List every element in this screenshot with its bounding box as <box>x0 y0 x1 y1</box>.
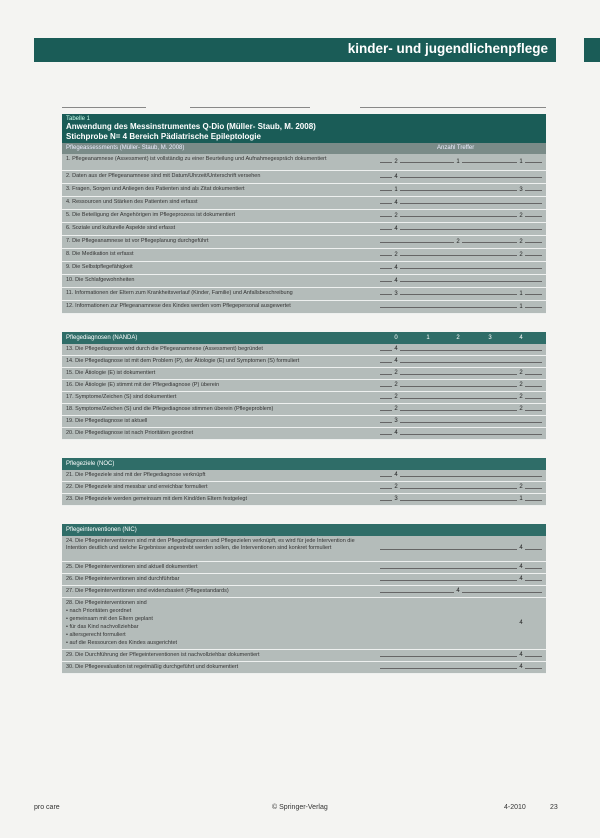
divider <box>360 107 546 108</box>
section-interventions <box>62 536 546 674</box>
row-count: 3 <box>392 418 400 424</box>
section-goals-header <box>62 458 546 470</box>
row-count: 4 <box>392 358 400 364</box>
row-count: 2 <box>392 382 400 388</box>
row-rule <box>380 422 542 423</box>
table-row <box>62 470 546 482</box>
row-rule <box>380 281 542 282</box>
row-label: 11. Informationen der Eltern zum Krankheitsverlauf (Kinder, Familie) und Anfallsbeschreibung <box>66 290 293 296</box>
row-count: 2 <box>392 406 400 412</box>
table-row <box>62 171 546 184</box>
header-title: kinder- und jugendlichenpflege <box>347 41 548 56</box>
row-label: 18. Symptome/Zeichen (S) und die Pflegediagnose stimmen überein (Pflegeproblem) <box>66 406 274 412</box>
bullet-item: • altersgerecht formuliert <box>66 632 126 638</box>
footer-issue: 4-2010 <box>504 804 526 811</box>
section-interventions-title: Pflegeinterventionen (NIC) <box>66 527 137 533</box>
row-count: 2 <box>392 159 400 165</box>
row-count: 2 <box>517 394 525 400</box>
row-label: 14. Die Pflegediagnose ist mit dem Problem (P), der Ätiologie (E) und Symptomen (S) formuliert <box>66 358 300 364</box>
row-count: 1 <box>392 187 400 193</box>
row-label: 8. Die Medikation ist erfasst <box>66 251 134 257</box>
row-count: 2 <box>392 484 400 490</box>
row-label: 6. Soziale und kulturelle Aspekte sind erfasst <box>66 225 176 231</box>
row-label: 25. Die Pflegeinterventionen sind aktuell dokumentiert <box>66 564 198 570</box>
row-count: 4 <box>519 620 523 626</box>
section-goals <box>62 470 546 506</box>
row-label: 2. Daten aus der Pflegeanamnese sind mit Datum/Uhrzeit/Unterschrift versehen <box>66 173 261 179</box>
row-count: 4 <box>392 278 400 284</box>
row-count: 2 <box>392 394 400 400</box>
row-rule <box>380 229 542 230</box>
row-rule <box>380 203 542 204</box>
section-diagnoses-column-mark: 1 <box>426 335 430 341</box>
row-label: 5. Die Beteiligung der Angehörigen im Pflegeprozess ist dokumentiert <box>66 212 236 218</box>
row-count: 2 <box>454 239 462 245</box>
row-label: 17. Symptome/Zeichen (S) sind dokumentiert <box>66 394 177 400</box>
divider <box>62 107 146 108</box>
subhead-left: Pflegeassessments (Müller- Staub, M. 2008) <box>66 145 185 151</box>
row-count: 4 <box>517 664 525 670</box>
table-row <box>62 249 546 262</box>
table-row-bullets <box>62 598 546 650</box>
footer-publisher: © Springer-Verlag <box>272 804 328 811</box>
section-interventions-header <box>62 524 546 536</box>
row-count: 2 <box>392 213 400 219</box>
table-row <box>62 494 546 506</box>
row-count: 1 <box>517 304 525 310</box>
spacer <box>62 314 546 332</box>
table-row <box>62 210 546 223</box>
header-bar <box>34 38 556 62</box>
row-label: 21. Die Pflegeziele sind mit der Pflegediagnose verknüpft <box>66 472 206 478</box>
row-count: 2 <box>517 382 525 388</box>
row-count: 2 <box>517 406 525 412</box>
table-row <box>62 197 546 210</box>
row-count: 2 <box>392 370 400 376</box>
table-row <box>62 392 546 404</box>
row-label: 16. Die Ätiologie (E) stimmt mit der Pflegediagnose (P) überein <box>66 382 220 388</box>
row-count: 2 <box>517 370 525 376</box>
row-label: 23. Die Pflegeziele werden gemeinsam mit dem Kind/den Eltern festgelegt <box>66 496 247 502</box>
bullet-item: • nach Prioritäten geordnet <box>66 608 132 614</box>
subhead-right: Anzahl Treffer <box>437 145 475 151</box>
row-label: 24. Die Pflegeinterventionen sind mit den Pflegediagnosen und Pflegezielen verknüpft, es wird für jede Intervention die Intention deutlich und welche Ergebnisse angestrebt werden sollen, die Interventionen sind konkret formuliert <box>66 538 355 551</box>
row-label: 15. Die Ätiologie (E) ist dokumentiert <box>66 370 156 376</box>
row-rule <box>380 177 542 178</box>
row-count: 4 <box>517 576 525 582</box>
bullet-item: • gemeinsam mit den Eltern geplant <box>66 616 153 622</box>
section-diagnoses-title: Pflegediagnosen (NANDA) <box>66 335 138 341</box>
row-label: 26. Die Pflegeinterventionen sind durchführbar <box>66 576 180 582</box>
section-diagnoses <box>62 344 546 440</box>
row-count: 3 <box>392 496 400 502</box>
table-row <box>62 223 546 236</box>
bullet-item: • auf die Ressourcen des Kindes ausgerichtet <box>66 640 178 646</box>
bullet-item: • für das Kind nachvollziehbar <box>66 624 139 630</box>
table-number: Tabelle 1 <box>66 116 91 122</box>
table-row <box>62 428 546 440</box>
table-row <box>62 586 546 598</box>
row-count: 1 <box>517 496 525 502</box>
row-count: 4 <box>517 652 525 658</box>
table-title-line2: Stichprobe N= 4 Bereich Pädiatrische Epileptologie <box>66 132 261 141</box>
table-row <box>62 536 546 562</box>
table-row <box>62 288 546 301</box>
section-diagnoses-header <box>62 332 546 344</box>
table-row <box>62 650 546 662</box>
row-count: 4 <box>392 346 400 352</box>
table-row <box>62 562 546 574</box>
row-label: 19. Die Pflegediagnose ist aktuell <box>66 418 148 424</box>
table-row <box>62 275 546 288</box>
table-row <box>62 416 546 428</box>
row-label: 29. Die Durchführung der Pflegeinterventionen ist nachvollziehbar dokumentiert <box>66 652 260 658</box>
row-count: 4 <box>392 430 400 436</box>
table-row <box>62 662 546 674</box>
row-count: 4 <box>517 545 525 551</box>
footer-journal: pro care <box>34 804 60 811</box>
row-rule <box>380 350 542 351</box>
row-count: 1 <box>454 159 462 165</box>
section-assessment <box>62 154 546 314</box>
table-row <box>62 301 546 314</box>
row-count: 4 <box>517 564 525 570</box>
table-row <box>62 368 546 380</box>
q-dio-table <box>62 114 546 674</box>
table-row <box>62 356 546 368</box>
table-row <box>62 574 546 586</box>
row-label: 9. Die Selbstpflegefähigkeit <box>66 264 133 270</box>
row-rule <box>380 434 542 435</box>
row-count: 1 <box>517 159 525 165</box>
side-tab <box>584 38 600 62</box>
table-row <box>62 344 546 356</box>
row-count: 2 <box>517 484 525 490</box>
row-label: 7. Die Pflegeanamnese ist vor Pflegeplanung durchgeführt <box>66 238 209 244</box>
row-rule <box>380 476 542 477</box>
row-label: 13. Die Pflegediagnose wird durch die Pflegeanamnese (Assessment) begründet <box>66 346 263 352</box>
section-goals-title: Pflegeziele (NOC) <box>66 461 115 467</box>
table-row <box>62 404 546 416</box>
row-count: 4 <box>392 200 400 206</box>
table-row <box>62 380 546 392</box>
footer-page-number: 23 <box>550 804 558 811</box>
table-row <box>62 236 546 249</box>
row-label: 20. Die Pflegediagnose ist nach Prioritäten geordnet <box>66 430 194 436</box>
section-diagnoses-column-mark: 0 <box>394 335 398 341</box>
section-diagnoses-column-mark: 2 <box>456 335 460 341</box>
row-count: 3 <box>392 291 400 297</box>
divider <box>190 107 310 108</box>
row-count: 4 <box>392 265 400 271</box>
spacer <box>62 440 546 458</box>
table-row <box>62 154 546 171</box>
row-label: 30. Die Pflegeevaluation ist regelmäßig durchgeführt und dokumentiert <box>66 664 239 670</box>
row-label: 4. Ressourcen und Stärken des Patienten sind erfasst <box>66 199 198 205</box>
row-label: 10. Die Schlafgewohnheiten <box>66 277 135 283</box>
table-row <box>62 262 546 275</box>
row-count: 2 <box>392 252 400 258</box>
row-count: 4 <box>392 472 400 478</box>
section-diagnoses-column-mark: 3 <box>488 335 492 341</box>
row-label: 22. Die Pflegeziele sind messbar und erreichbar formuliert <box>66 484 208 490</box>
row-label: 27. Die Pflegeinterventionen sind evidenzbasiert (Pflegestandards) <box>66 588 229 594</box>
row-count: 2 <box>517 213 525 219</box>
row-count: 4 <box>392 174 400 180</box>
table-row <box>62 482 546 494</box>
table-header <box>62 114 546 143</box>
row-label: 3. Fragen, Sorgen und Anliegen des Patienten sind als Zitat dokumentiert <box>66 186 245 192</box>
row-label: 12. Informationen zur Pflegeanamnese des Kindes werden vom Pflegepersonal ausgewertet <box>66 303 291 309</box>
row-rule <box>380 268 542 269</box>
row-rule <box>380 362 542 363</box>
row-label: 1. Pflegeanamnese (Assessment) ist vollständig zu einer Beurteilung und Aufnahmegespräch dokumentiert <box>66 156 327 162</box>
row-count: 3 <box>517 187 525 193</box>
table-subhead <box>62 143 546 154</box>
row-count: 2 <box>517 239 525 245</box>
row-count: 1 <box>517 291 525 297</box>
row-count: 2 <box>517 252 525 258</box>
spacer <box>62 506 546 524</box>
row-count: 4 <box>392 226 400 232</box>
table-row <box>62 184 546 197</box>
table-title-line1: Anwendung des Messinstrumentes Q-Dio (Müller- Staub, M. 2008) <box>66 122 316 131</box>
section-diagnoses-column-mark: 4 <box>519 335 523 341</box>
row-label: 28. Die Pflegeinterventionen sind <box>66 600 147 606</box>
row-count: 4 <box>454 588 462 594</box>
